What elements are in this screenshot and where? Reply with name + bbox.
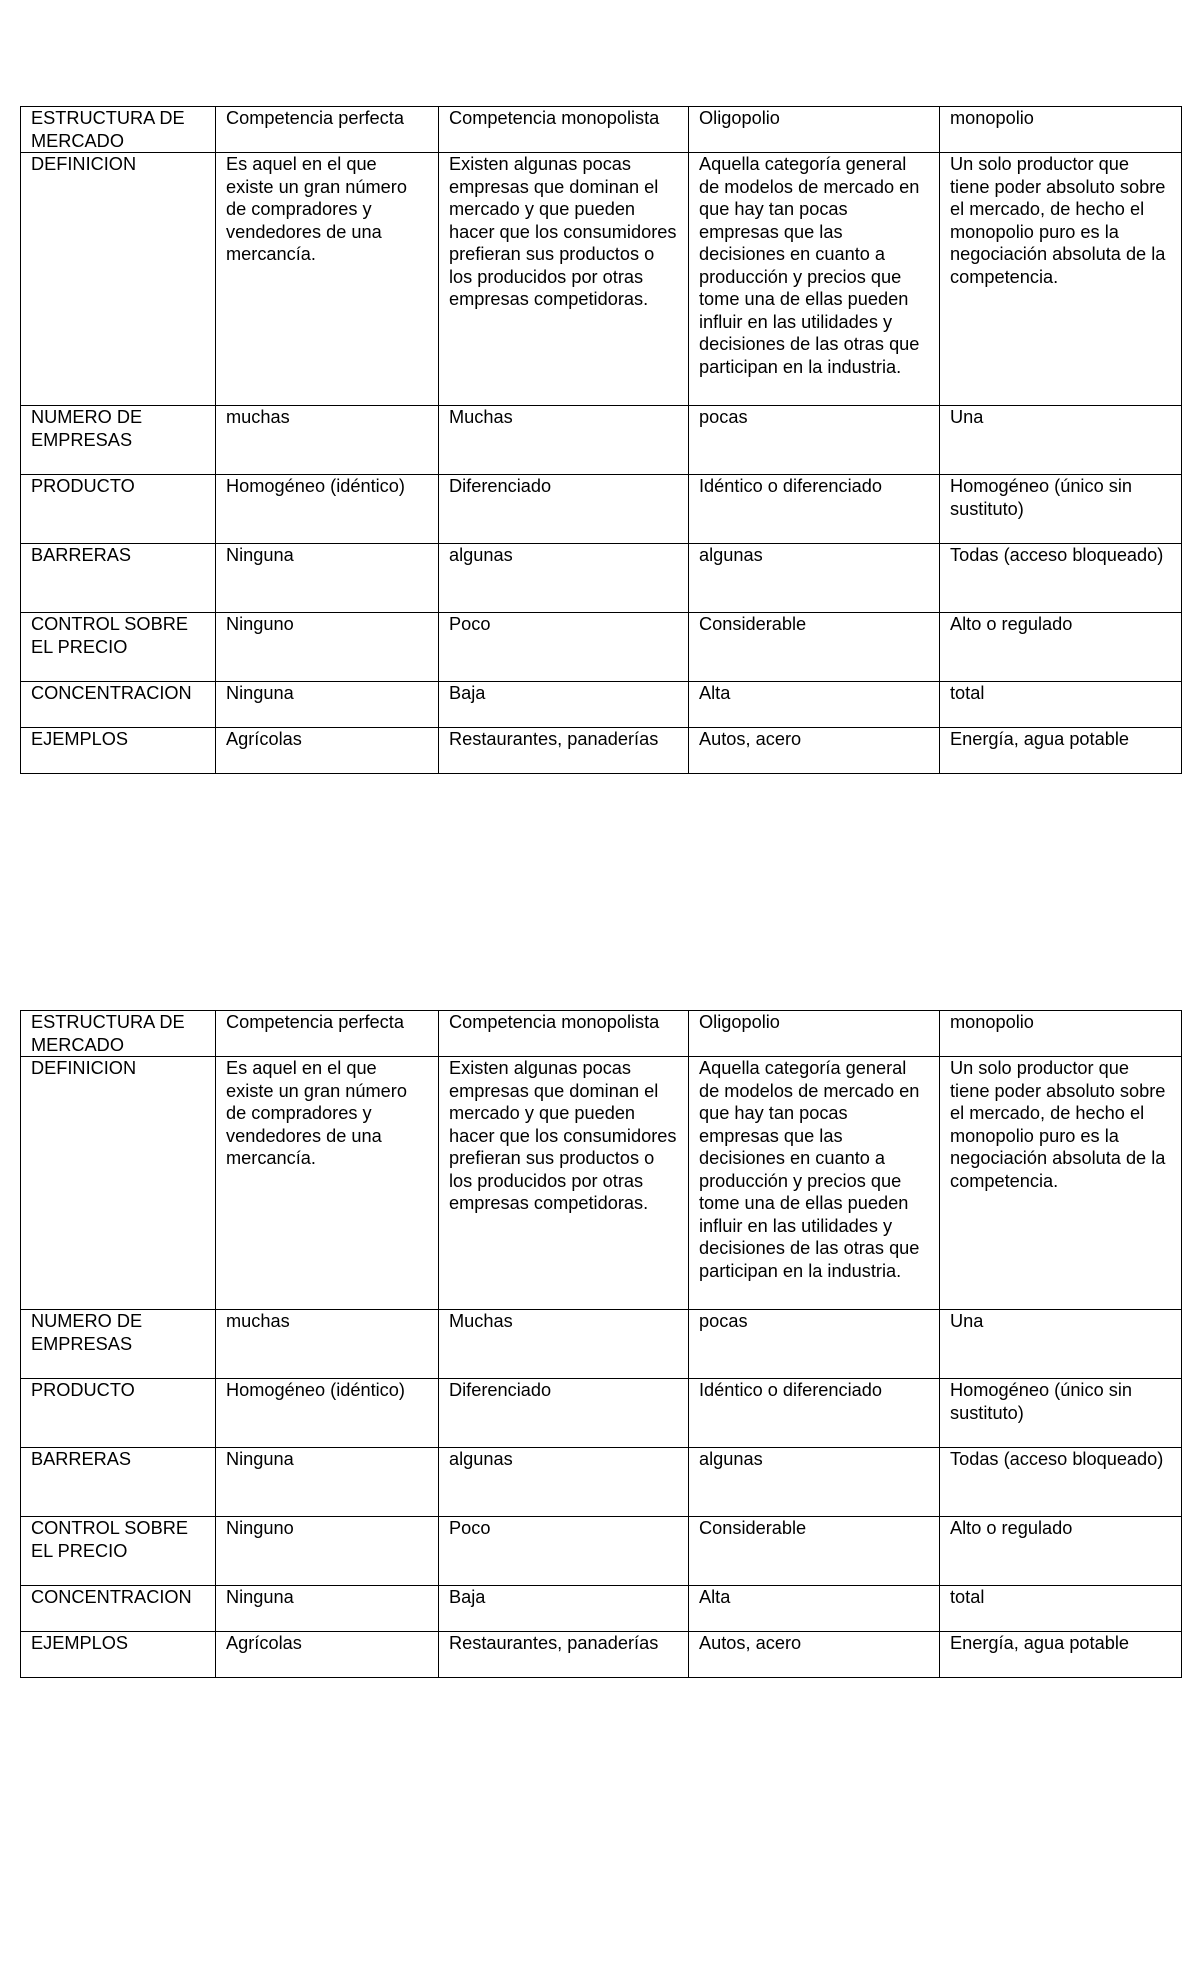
table-cell: Idéntico o diferenciado	[689, 475, 940, 544]
header-cell: Oligopolio	[689, 1011, 940, 1057]
table-cell: Restaurantes, panaderías	[439, 1632, 689, 1678]
row-label: CONCENTRACION	[21, 682, 216, 728]
table-row-control-precio	[21, 1517, 1182, 1586]
table-row-definicion	[21, 153, 1182, 406]
market-structure-table-copy	[20, 1010, 1182, 1678]
row-label: PRODUCTO	[21, 475, 216, 544]
table-cell: total	[940, 682, 1182, 728]
table-cell: Es aquel en el que existe un gran número de compradores y vendedores de una mercancía.	[216, 153, 439, 406]
table-cell: algunas	[439, 1448, 689, 1517]
table-cell: Diferenciado	[439, 1379, 689, 1448]
table-cell: Agrícolas	[216, 728, 439, 774]
row-label: NUMERO DE EMPRESAS	[21, 406, 216, 475]
header-cell: ESTRUCTURA DE MERCADO	[21, 107, 216, 153]
row-label: CONTROL SOBRE EL PRECIO	[21, 1517, 216, 1586]
table-cell: Es aquel en el que existe un gran número de compradores y vendedores de una mercancía.	[216, 1057, 439, 1310]
table-cell: Existen algunas pocas empresas que dominan el mercado y que pueden hacer que los consumidores prefieran sus productos o los producidos por otras empresas competidoras.	[439, 1057, 689, 1310]
row-label: DEFINICION	[21, 1057, 216, 1310]
table-cell: Una	[940, 406, 1182, 475]
table-cell: Agrícolas	[216, 1632, 439, 1678]
table-cell: algunas	[439, 544, 689, 613]
table-row-producto	[21, 475, 1182, 544]
table-cell: Homogéneo (único sin sustituto)	[940, 475, 1182, 544]
header-cell: Competencia perfecta	[216, 107, 439, 153]
row-label: BARRERAS	[21, 1448, 216, 1517]
table-cell: algunas	[689, 544, 940, 613]
table-cell: Ninguna	[216, 1448, 439, 1517]
table-cell: Homogéneo (idéntico)	[216, 1379, 439, 1448]
header-cell: monopolio	[940, 1011, 1182, 1057]
table-row-ejemplos	[21, 728, 1182, 774]
table-cell: Restaurantes, panaderías	[439, 728, 689, 774]
table-row-barreras	[21, 1448, 1182, 1517]
header-cell: Competencia perfecta	[216, 1011, 439, 1057]
table-cell: Considerable	[689, 1517, 940, 1586]
table-cell: Existen algunas pocas empresas que dominan el mercado y que pueden hacer que los consumidores prefieran sus productos o los producidos por otras empresas competidoras.	[439, 153, 689, 406]
table-cell: Muchas	[439, 406, 689, 475]
table-cell: muchas	[216, 406, 439, 475]
market-structure-table	[20, 106, 1182, 774]
table-cell: pocas	[689, 406, 940, 475]
header-cell: Oligopolio	[689, 107, 940, 153]
header-cell: ESTRUCTURA DE MERCADO	[21, 1011, 216, 1057]
table-row-ejemplos	[21, 1632, 1182, 1678]
row-label: CONTROL SOBRE EL PRECIO	[21, 613, 216, 682]
table-cell: Un solo productor que tiene poder absoluto sobre el mercado, de hecho el monopolio puro es la negociación absoluta de la competencia.	[940, 1057, 1182, 1310]
table-cell: total	[940, 1586, 1182, 1632]
table-row-concentracion	[21, 682, 1182, 728]
table-row-producto	[21, 1379, 1182, 1448]
table-cell: pocas	[689, 1310, 940, 1379]
table-cell: Ninguno	[216, 1517, 439, 1586]
table-cell: Una	[940, 1310, 1182, 1379]
table-row-control-precio	[21, 613, 1182, 682]
table-row-concentracion	[21, 1586, 1182, 1632]
table-cell: Considerable	[689, 613, 940, 682]
table-row-definicion	[21, 1057, 1182, 1310]
table-cell: Alta	[689, 682, 940, 728]
table-cell: Muchas	[439, 1310, 689, 1379]
table-cell: Alto o regulado	[940, 613, 1182, 682]
header-cell: Competencia monopolista	[439, 1011, 689, 1057]
row-label: NUMERO DE EMPRESAS	[21, 1310, 216, 1379]
table-row-barreras	[21, 544, 1182, 613]
table-cell: Autos, acero	[689, 728, 940, 774]
table-cell: Alta	[689, 1586, 940, 1632]
table-cell: Ninguna	[216, 544, 439, 613]
table-cell: Baja	[439, 1586, 689, 1632]
row-label: EJEMPLOS	[21, 1632, 216, 1678]
row-label: BARRERAS	[21, 544, 216, 613]
table-cell: Diferenciado	[439, 475, 689, 544]
table-cell: Alto o regulado	[940, 1517, 1182, 1586]
header-cell: Competencia monopolista	[439, 107, 689, 153]
row-label: DEFINICION	[21, 153, 216, 406]
table-header-row	[21, 107, 1182, 153]
table-cell: Homogéneo (único sin sustituto)	[940, 1379, 1182, 1448]
table-cell: Energía, agua potable	[940, 728, 1182, 774]
table-row-numero-empresas	[21, 1310, 1182, 1379]
table-cell: Todas (acceso bloqueado)	[940, 1448, 1182, 1517]
table-cell: algunas	[689, 1448, 940, 1517]
row-label: EJEMPLOS	[21, 728, 216, 774]
table-cell: Ninguna	[216, 1586, 439, 1632]
table-cell: Aquella categoría general de modelos de mercado en que hay tan pocas empresas que las decisiones en cuanto a producción y precios que tome una de ellas pueden influir en las utilidades y decisiones de las otras que participan en la industria.	[689, 153, 940, 406]
table-cell: Poco	[439, 1517, 689, 1586]
table-header-row	[21, 1011, 1182, 1057]
row-label: PRODUCTO	[21, 1379, 216, 1448]
row-label: CONCENTRACION	[21, 1586, 216, 1632]
table-cell: Idéntico o diferenciado	[689, 1379, 940, 1448]
header-cell: monopolio	[940, 107, 1182, 153]
table-cell: Poco	[439, 613, 689, 682]
table-cell: Aquella categoría general de modelos de mercado en que hay tan pocas empresas que las decisiones en cuanto a producción y precios que tome una de ellas pueden influir en las utilidades y decisiones de las otras que participan en la industria.	[689, 1057, 940, 1310]
table-row-numero-empresas	[21, 406, 1182, 475]
table-cell: Ninguna	[216, 682, 439, 728]
table-cell: Un solo productor que tiene poder absoluto sobre el mercado, de hecho el monopolio puro es la negociación absoluta de la competencia.	[940, 153, 1182, 406]
table-cell: Energía, agua potable	[940, 1632, 1182, 1678]
table-cell: Ninguno	[216, 613, 439, 682]
table-cell: Homogéneo (idéntico)	[216, 475, 439, 544]
table-cell: muchas	[216, 1310, 439, 1379]
table-cell: Autos, acero	[689, 1632, 940, 1678]
table-cell: Baja	[439, 682, 689, 728]
table-cell: Todas (acceso bloqueado)	[940, 544, 1182, 613]
